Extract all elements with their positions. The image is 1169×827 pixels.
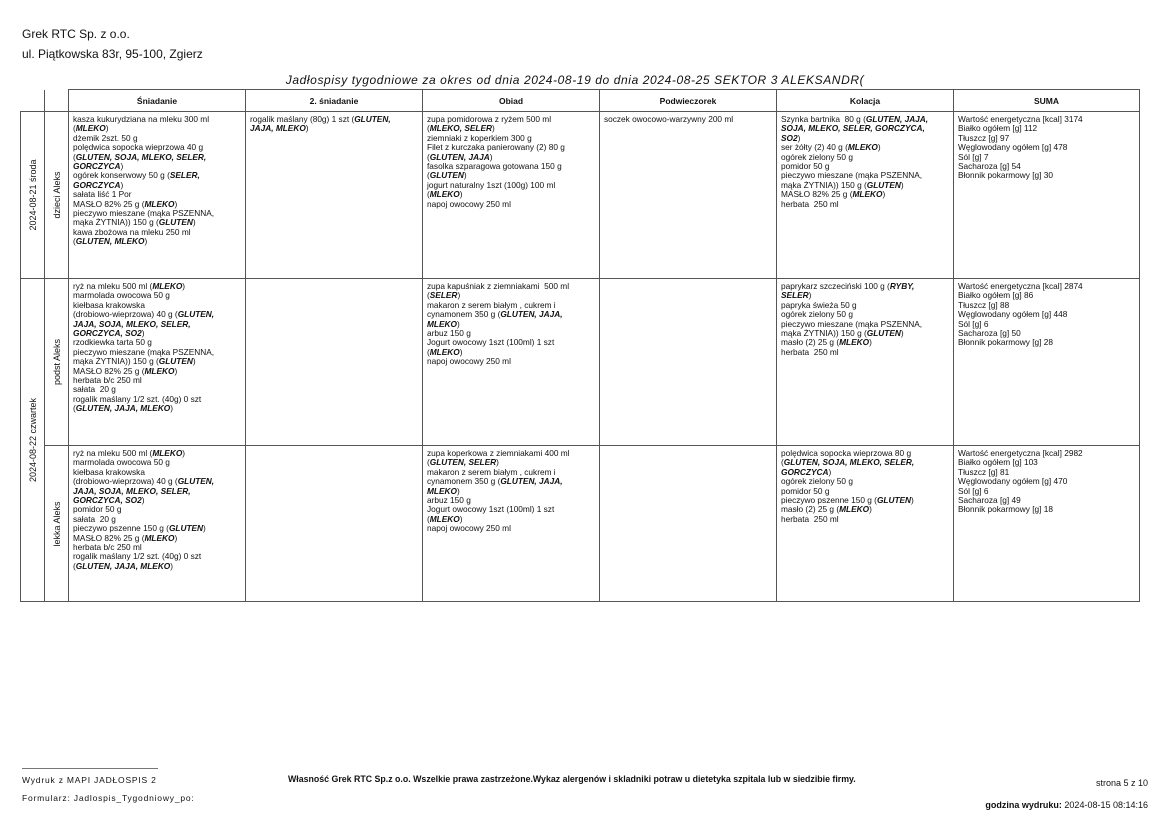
document-title: Jadłospisy tygodniowe za okres od dnia 2024-08-19 do dnia 2024-08-25 SEKTOR 3 ALEKSANDR(	[285, 73, 865, 87]
cell-line: Sól [g] 6	[958, 485, 989, 496]
cell-line: (GLUTEN, JAJA, MLEKO)	[73, 560, 174, 571]
cell-line: pieczywo mieszane (mąka PSZENNA,	[73, 346, 215, 357]
diet-label: dzieci Aleks	[51, 171, 62, 219]
cell-line: cynamonem 350 g (GLUTEN, JAJA,	[427, 309, 563, 320]
cell-line: Wartość energetyczna [kcal] 2982	[958, 448, 1083, 458]
column-header-afternoon-snack: Podwieczorek	[600, 90, 777, 112]
cell-line: pieczywo mieszane (mąka PSZENNA,	[73, 208, 215, 219]
cell-line: sałata 20 g	[73, 384, 116, 395]
cell-line: (MLEKO)	[427, 346, 463, 357]
cell-line: napoj owocowy 250 ml	[427, 356, 511, 367]
cell-line: herbata b/c 250 ml	[73, 375, 142, 386]
print-time-value: 2024-08-15 08:14:16	[1064, 800, 1148, 810]
diet-cell	[45, 279, 69, 446]
afternoon-snack-cell	[600, 112, 777, 279]
breakfast-cell	[69, 112, 246, 279]
date-cell	[21, 112, 45, 279]
cell-line: (MLEKO)	[73, 123, 109, 134]
cell-line: sałata liść 1 Por	[73, 189, 132, 200]
form-name: Formularz: Jadlospis_Tygodniowy_po:	[22, 793, 195, 803]
cell-line: paprykarz szczeciński 100 g (RYBY,	[781, 281, 915, 291]
cell-line: Tłuszcz [g] 97	[958, 132, 1010, 143]
cell-line: ogórek zielony 50 g	[781, 151, 853, 162]
breakfast-cell	[69, 279, 246, 446]
company-name: Grek RTC Sp. z o.o.	[22, 27, 130, 41]
cell-line: herbata 250 ml	[781, 198, 839, 209]
cell-line: Sacharoza [g] 54	[958, 161, 1021, 172]
cell-line: Tłuszcz [g] 81	[958, 466, 1010, 477]
cell-line: ryż na mleku 500 ml (MLEKO)	[73, 281, 186, 291]
company-info	[22, 24, 203, 64]
cell-line: makaron z serem białym , cukrem i	[427, 466, 556, 477]
table-row	[21, 446, 1140, 602]
cell-line: ogórek zielony 50 g	[781, 476, 853, 487]
cell-line: Białko ogółem [g] 112	[958, 123, 1038, 134]
cell-line: MASŁO 82% 25 g (MLEKO)	[73, 365, 178, 376]
cell-line: MLEKO)	[427, 318, 460, 329]
cell-line: (GLUTEN)	[427, 170, 467, 181]
cell-line: polędwica sopocka wieprzowa 80 g	[781, 448, 912, 458]
cell-line: ziemniaki z koperkiem 300 g	[427, 132, 532, 143]
cell-line: polędwica sopocka wieprzowa 40 g	[73, 142, 204, 153]
cell-line: Węglowodany ogółem [g] 470	[958, 476, 1068, 487]
cell-line: Tłuszcz [g] 88	[958, 299, 1010, 310]
second-breakfast-cell	[246, 279, 423, 446]
diet-cell	[45, 112, 69, 279]
diet-label: lekka Aleks	[51, 500, 62, 547]
date-label: 2024-08-22 czwartek	[27, 397, 38, 483]
cell-line: napoj owocowy 250 ml	[427, 523, 511, 534]
cell-line: GORCZYCA)	[73, 179, 124, 190]
cell-line: JAJA, SOJA, MLEKO, SELER,	[73, 485, 191, 496]
ownership-notice: Własność Grek RTC Sp.z o.o. Wszelkie prawa zastrzeżone.Wykaz alergenów i skladniki potraw u dietetyka szpitala lub w siedzibie firmy.	[288, 774, 856, 784]
print-info	[22, 768, 195, 807]
cell-line: (drobiowo-wieprzowa) 40 g (GLUTEN,	[73, 309, 215, 320]
cell-line: masło (2) 25 g (MLEKO)	[781, 337, 872, 348]
menu-table	[20, 89, 1140, 602]
afternoon-snack-cell	[600, 279, 777, 446]
cell-line: pieczywo mieszane (mąka PSZENNA,	[781, 170, 923, 181]
column-header-breakfast: Śniadanie	[69, 90, 246, 112]
cell-line: Białko ogółem [g] 86	[958, 290, 1034, 301]
cell-line: SELER)	[781, 290, 812, 301]
cell-line: cynamonem 350 g (GLUTEN, JAJA,	[427, 476, 563, 487]
lunch-cell	[423, 112, 600, 279]
date-cell	[21, 279, 45, 602]
cell-line: pomidor 50 g	[781, 161, 830, 172]
cell-line: (GLUTEN, SOJA, MLEKO, SELER,	[781, 457, 915, 468]
second-breakfast-cell	[246, 446, 423, 602]
page-footer-right	[985, 772, 1148, 816]
cell-line: Węglowodany ogółem [g] 448	[958, 309, 1068, 320]
cell-line: pieczywo pszenne 150 g (GLUTEN)	[781, 495, 914, 506]
cell-line: Sól [g] 7	[958, 151, 989, 162]
table-row	[21, 279, 1140, 446]
cell-line: MASŁO 82% 25 g (MLEKO)	[73, 198, 178, 209]
cell-line: (SELER)	[427, 290, 461, 301]
cell-line: Sól [g] 6	[958, 318, 989, 329]
nutrition-total-cell	[954, 112, 1140, 279]
cell-line: Szynka bartnika 80 g (GLUTEN, JAJA,	[781, 114, 929, 124]
cell-line: (MLEKO)	[427, 513, 463, 524]
cell-line: (drobiowo-wieprzowa) 40 g (GLUTEN,	[73, 476, 215, 487]
nutrition-total-cell	[954, 446, 1140, 602]
print-time-label: godzina wydruku:	[985, 800, 1062, 810]
cell-line: MASŁO 82% 25 g (MLEKO)	[73, 532, 178, 543]
cell-line: rogalik maślany (80g) 1 szt (GLUTEN,	[250, 114, 391, 124]
cell-line: (GLUTEN, JAJA)	[427, 151, 493, 162]
cell-line: GORCZYCA)	[781, 466, 832, 477]
date-label: 2024-08-21 środa	[27, 159, 38, 231]
cell-line: pieczywo pszenne 150 g (GLUTEN)	[73, 523, 206, 534]
cell-line: Węglowodany ogółem [g] 478	[958, 142, 1068, 153]
cell-line: Sacharoza [g] 49	[958, 495, 1021, 506]
cell-line: dżemik 2szt. 50 g	[73, 132, 138, 143]
cell-line: rogalik maślany 1/2 szt. (40g) 0 szt	[73, 393, 202, 404]
cell-line: Jogurt owocowy 1szt (100ml) 1 szt	[427, 504, 555, 515]
cell-line: MLEKO)	[427, 485, 460, 496]
cell-line: GORCZYCA)	[73, 161, 124, 172]
cell-line: kawa zbożowa na mleku 250 ml	[73, 226, 191, 237]
cell-line: (GLUTEN, MLEKO)	[73, 236, 148, 247]
cell-line: Błonnik pokarmowy [g] 30	[958, 170, 1054, 181]
cell-line: Jogurt owocowy 1szt (100ml) 1 szt	[427, 337, 555, 348]
cell-line: fasolka szparagowa gotowana 150 g	[427, 161, 562, 172]
second-breakfast-cell	[246, 112, 423, 279]
cell-line: makaron z serem białym , cukrem i	[427, 299, 556, 310]
table-row	[21, 112, 1140, 279]
cell-line: ryż na mleku 500 ml (MLEKO)	[73, 448, 186, 458]
cell-line: Błonnik pokarmowy [g] 28	[958, 337, 1054, 348]
cell-line: papryka świeża 50 g	[781, 299, 857, 310]
cell-line: JAJA, SOJA, MLEKO, SELER,	[73, 318, 191, 329]
cell-line: jogurt naturalny 1szt (100g) 100 ml	[427, 179, 556, 190]
cell-line: JAJA, MLEKO)	[250, 123, 309, 134]
dinner-cell	[777, 279, 954, 446]
cell-line: rzodkiewka tarta 50 g	[73, 337, 152, 348]
cell-line: Wartość energetyczna [kcal] 2874	[958, 281, 1083, 291]
cell-line: kasza kukurydziana na mleku 300 ml	[73, 114, 210, 124]
column-header-dinner: Kolacja	[777, 90, 954, 112]
cell-line: marmolada owocowa 50 g	[73, 290, 170, 301]
cell-line: arbuz 150 g	[427, 495, 471, 506]
cell-line: Filet z kurczaka panierowany (2) 80 g	[427, 142, 565, 153]
cell-line: zupa kapuśniak z ziemniakami 500 ml	[427, 281, 570, 291]
footer-divider	[22, 768, 158, 769]
print-source: Wydruk z MAPI JADŁOSPIS 2	[22, 775, 157, 785]
cell-line: (MLEKO, SELER)	[427, 123, 495, 134]
cell-line: zupa pomidorowa z ryżem 500 ml	[427, 114, 552, 124]
cell-line: mąka ŻYTNIA)) 150 g (GLUTEN)	[781, 328, 904, 339]
cell-line: (GLUTEN, JAJA, MLEKO)	[73, 403, 174, 414]
cell-line: Białko ogółem [g] 103	[958, 457, 1038, 468]
cell-line: pieczywo mieszane (mąka PSZENNA,	[781, 318, 923, 329]
company-address: ul. Piątkowska 83r, 95-100, Zgierz	[22, 47, 203, 61]
cell-line: (GLUTEN, SELER)	[427, 457, 499, 468]
column-header-lunch: Obiad	[423, 90, 600, 112]
cell-line: mąka ŻYTNIA)) 150 g (GLUTEN)	[73, 217, 196, 228]
cell-line: pomidor 50 g	[73, 504, 122, 515]
column-header-second-breakfast: 2. śniadanie	[246, 90, 423, 112]
cell-line: napoj owocowy 250 ml	[427, 198, 511, 209]
header-row	[21, 90, 1140, 112]
cell-line: herbata b/c 250 ml	[73, 542, 142, 553]
cell-line: Sacharoza [g] 50	[958, 328, 1021, 339]
cell-line: ser żółty (2) 40 g (MLEKO)	[781, 142, 881, 153]
dinner-cell	[777, 446, 954, 602]
cell-line: kiełbasa krakowska	[73, 299, 145, 310]
afternoon-snack-cell	[600, 446, 777, 602]
cell-line: kiełbasa krakowska	[73, 466, 145, 477]
lunch-cell	[423, 279, 600, 446]
cell-line: SOJA, MLEKO, SELER, GORCZYCA,	[781, 123, 925, 134]
cell-line: (GLUTEN, SOJA, MLEKO, SELER,	[73, 151, 207, 162]
cell-line: masło (2) 25 g (MLEKO)	[781, 504, 872, 515]
diet-label: podst Aleks	[51, 338, 62, 386]
cell-line: zupa koperkowa z ziemniakami 400 ml	[427, 448, 570, 458]
breakfast-cell	[69, 446, 246, 602]
cell-line: herbata 250 ml	[781, 513, 839, 524]
page-number: strona 5 z 10	[1095, 778, 1148, 788]
cell-line: GORCZYCA, SO2)	[73, 495, 145, 506]
header-corner	[21, 90, 45, 112]
header-corner	[45, 90, 69, 112]
cell-line: ogórek zielony 50 g	[781, 309, 853, 320]
dinner-cell	[777, 112, 954, 279]
column-header-total: SUMA	[954, 90, 1140, 112]
cell-line: Wartość energetyczna [kcal] 3174	[958, 114, 1083, 124]
cell-line: ogórek konserwowy 50 g (SELER,	[73, 170, 200, 181]
cell-line: rogalik maślany 1/2 szt. (40g) 0 szt	[73, 551, 202, 562]
cell-line: soczek owocowo-warzywny 200 ml	[604, 114, 734, 124]
cell-line: mąka ŻYTNIA)) 150 g (GLUTEN)	[73, 356, 196, 367]
lunch-cell	[423, 446, 600, 602]
diet-cell	[45, 446, 69, 602]
cell-line: GORCZYCA, SO2)	[73, 328, 145, 339]
cell-line: sałata 20 g	[73, 513, 116, 524]
cell-line: marmolada owocowa 50 g	[73, 457, 170, 468]
cell-line: arbuz 150 g	[427, 328, 471, 339]
cell-line: mąka ŻYTNIA)) 150 g (GLUTEN)	[781, 179, 904, 190]
cell-line: SO2)	[781, 132, 801, 143]
cell-line: Błonnik pokarmowy [g] 18	[958, 504, 1054, 515]
print-time	[985, 794, 1148, 816]
cell-line: herbata 250 ml	[781, 346, 839, 357]
cell-line: pomidor 50 g	[781, 485, 830, 496]
cell-line: (MLEKO)	[427, 189, 463, 200]
cell-line: MASŁO 82% 25 g (MLEKO)	[781, 189, 886, 200]
nutrition-total-cell	[954, 279, 1140, 446]
